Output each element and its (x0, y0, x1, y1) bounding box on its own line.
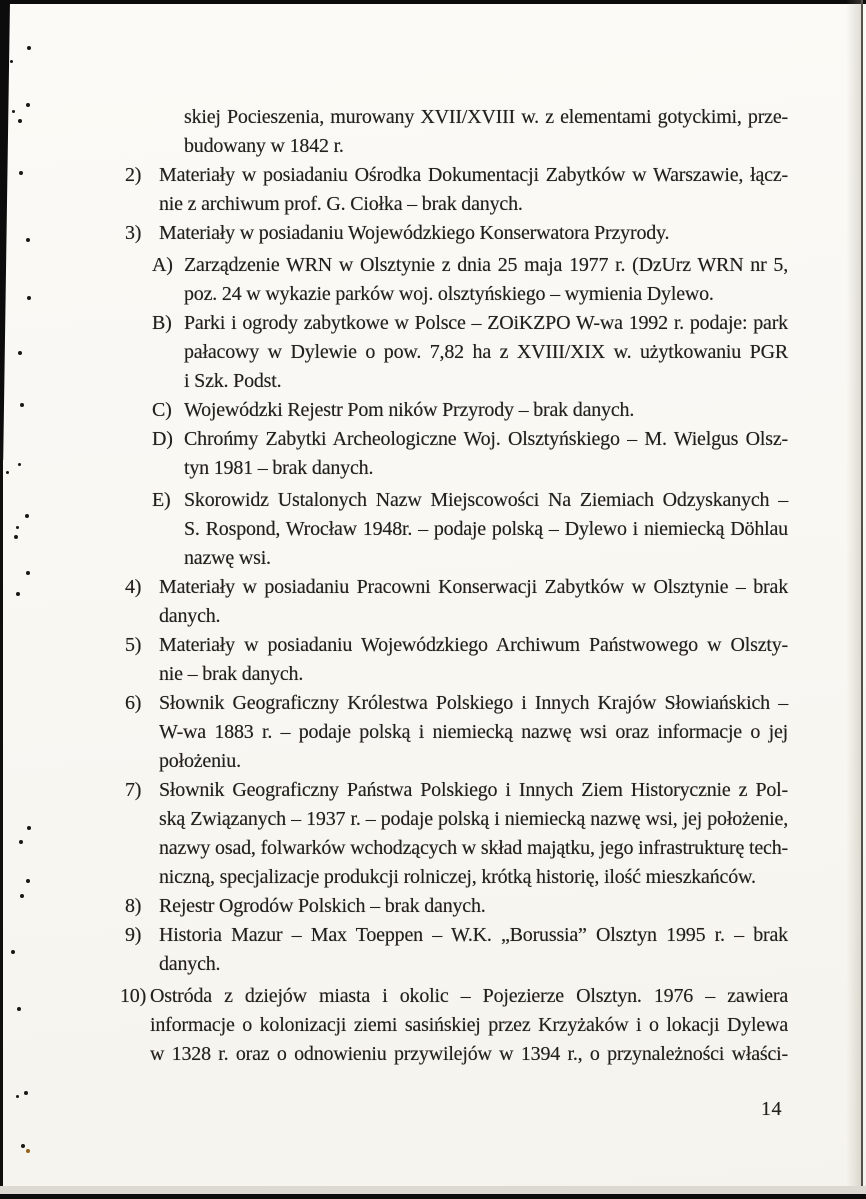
line-text: niczną, specjalizacje produkcji rolniczej, krótką historię, ilość mieszkańców. (159, 866, 756, 888)
line-text: w 1328 r. oraz o odnowieniu przywilejów w 1394 r., o przynależności właści- (150, 1043, 788, 1065)
list-marker: 9) (125, 924, 142, 946)
text-line (0, 1011, 788, 1040)
text-line (0, 660, 788, 689)
text-line (0, 892, 788, 921)
line-text: poz. 24 w wykazie parków woj. olsztyńskiego – wymienia Dylewo. (184, 283, 714, 305)
line-text: ską Związanych – 1937 r. – podaje polską i niemiecką nazwę wsi, jej położenie, (159, 808, 788, 830)
text-line (0, 367, 788, 396)
text-line (0, 161, 788, 190)
list-marker: 7) (125, 779, 142, 801)
text-line (0, 280, 788, 309)
text-line (0, 515, 788, 544)
text-line (0, 190, 788, 219)
line-text: Materiały w posiadaniu Pracowni Konserwacji Zabytków w Olsztynie – brak (159, 576, 788, 598)
list-marker: 8) (125, 895, 142, 917)
text-line (0, 544, 788, 573)
text-line (0, 921, 788, 950)
scan-edge-bottom-shade (0, 1186, 866, 1194)
text-line (0, 1040, 788, 1069)
line-text: danych. (159, 605, 221, 627)
text-line (0, 219, 788, 248)
line-text: Materiały w posiadaniu Wojewódzkiego Konserwatora Przyrody. (159, 222, 670, 244)
text-line (0, 602, 788, 631)
list-marker: D) (152, 428, 173, 450)
text-line (0, 950, 788, 979)
list-marker: E) (152, 489, 171, 511)
text-line (0, 747, 788, 776)
line-text: Skorowidz Ustalonych Nazw Miejscowości Na Ziemiach Odzyskanych – (184, 489, 788, 511)
ink-speck (27, 46, 31, 50)
ink-speck (26, 1149, 30, 1153)
line-text: Rejestr Ogrodów Polskich – brak danych. (159, 895, 486, 917)
text-line (0, 776, 788, 805)
scan-edge-top (0, 0, 866, 4)
line-text: danych. (159, 953, 221, 975)
ink-speck (10, 60, 13, 63)
line-text: informacje o kolonizacji ziemi sasińskiej przez Krzyżaków i o lokacji Dylewa (150, 1014, 788, 1036)
line-text: nie – brak danych. (159, 663, 304, 685)
text-line (0, 805, 788, 834)
line-text: położeniu. (159, 750, 241, 772)
ink-speck (21, 1144, 25, 1148)
text-line (0, 454, 788, 483)
list-marker: B) (152, 312, 172, 334)
list-marker: 10) (120, 985, 147, 1007)
scan-edge-bottom (0, 1194, 866, 1199)
page-edge-line (861, 0, 863, 1199)
text-line (0, 425, 788, 454)
text-line (0, 338, 788, 367)
text-line (0, 689, 788, 718)
line-text: W-wa 1883 r. – podaje polską i niemiecką nazwę wsi oraz informacje o jej (159, 721, 788, 743)
text-line (0, 396, 788, 425)
line-text: nazwy osad, folwarków wchodzących w skład majątku, jego infrastrukturę tech- (159, 837, 788, 859)
line-text: Materiały w posiadaniu Wojewódzkiego Archiwum Państwowego w Olszty- (159, 634, 788, 656)
line-text: i Szk. Podst. (184, 370, 282, 392)
line-text: skiej Pocieszenia, murowany XVII/XVIII w. z elementami gotyckimi, prze- (184, 106, 788, 128)
text-line (0, 834, 788, 863)
ink-speck (24, 1091, 28, 1095)
line-text: Słownik Geograficzny Państwa Polskiego i Innych Ziem Historycznie z Pol- (159, 779, 788, 801)
line-text: budowany w 1842 r. (184, 135, 344, 157)
list-marker: 3) (125, 222, 142, 244)
line-text: S. Rospond, Wrocław 1948r. – podaje polską – Dylewo i niemiecką Döhlau (184, 518, 788, 540)
list-marker: 4) (125, 576, 142, 598)
list-marker: 6) (125, 692, 142, 714)
line-text: Wojewódzki Rejestr Pom ników Przyrody – brak danych. (184, 399, 635, 421)
list-marker: A) (152, 254, 173, 276)
line-text: tyn 1981 – brak danych. (184, 457, 374, 479)
text-line (0, 309, 788, 338)
ink-speck (16, 1095, 19, 1098)
line-text: Słownik Geograficzny Królestwa Polskiego i Innych Krajów Słowiańskich – (159, 692, 788, 714)
text-line (0, 982, 788, 1011)
text-line (0, 486, 788, 515)
line-text: nie z archiwum prof. G. Ciołka – brak danych. (159, 193, 523, 215)
line-text: nazwę wsi. (184, 547, 271, 569)
list-marker: 5) (125, 634, 142, 656)
text-line (0, 132, 788, 161)
text-line (0, 631, 788, 660)
list-marker: 2) (125, 164, 142, 186)
text-line (0, 103, 788, 132)
text-line (0, 573, 788, 602)
page-number: 14 (761, 1098, 782, 1120)
line-text: Parki i ogrody zabytkowe w Polsce – ZOiKZPO W-wa 1992 r. podaje: park (184, 312, 788, 334)
line-text: Materiały w posiadaniu Ośrodka Dokumentacji Zabytków w Warszawie, łącz- (159, 164, 788, 186)
document-text (0, 103, 788, 1069)
line-text: Historia Mazur – Max Toeppen – W.K. „Borussia” Olsztyn 1995 r. – brak (159, 924, 788, 946)
line-text: Chrońmy Zabytki Archeologiczne Woj. Olsztyńskiego – M. Wielgus Olsz- (184, 428, 788, 450)
text-line (0, 251, 788, 280)
line-text: pałacowy w Dylewie o pow. 7,82 ha z XVIII/XIX w. użytkowaniu PGR (184, 341, 788, 363)
line-text: Zarządzenie WRN w Olsztynie z dnia 25 maja 1977 r. (DzUrz WRN nr 5, (184, 254, 788, 276)
page-edge-shadow (846, 0, 861, 1199)
list-marker: C) (152, 399, 172, 421)
line-text: Ostróda z dziejów miasta i okolic – Pojezierze Olsztyn. 1976 – zawiera (150, 985, 788, 1007)
text-line (0, 863, 788, 892)
text-line (0, 718, 788, 747)
